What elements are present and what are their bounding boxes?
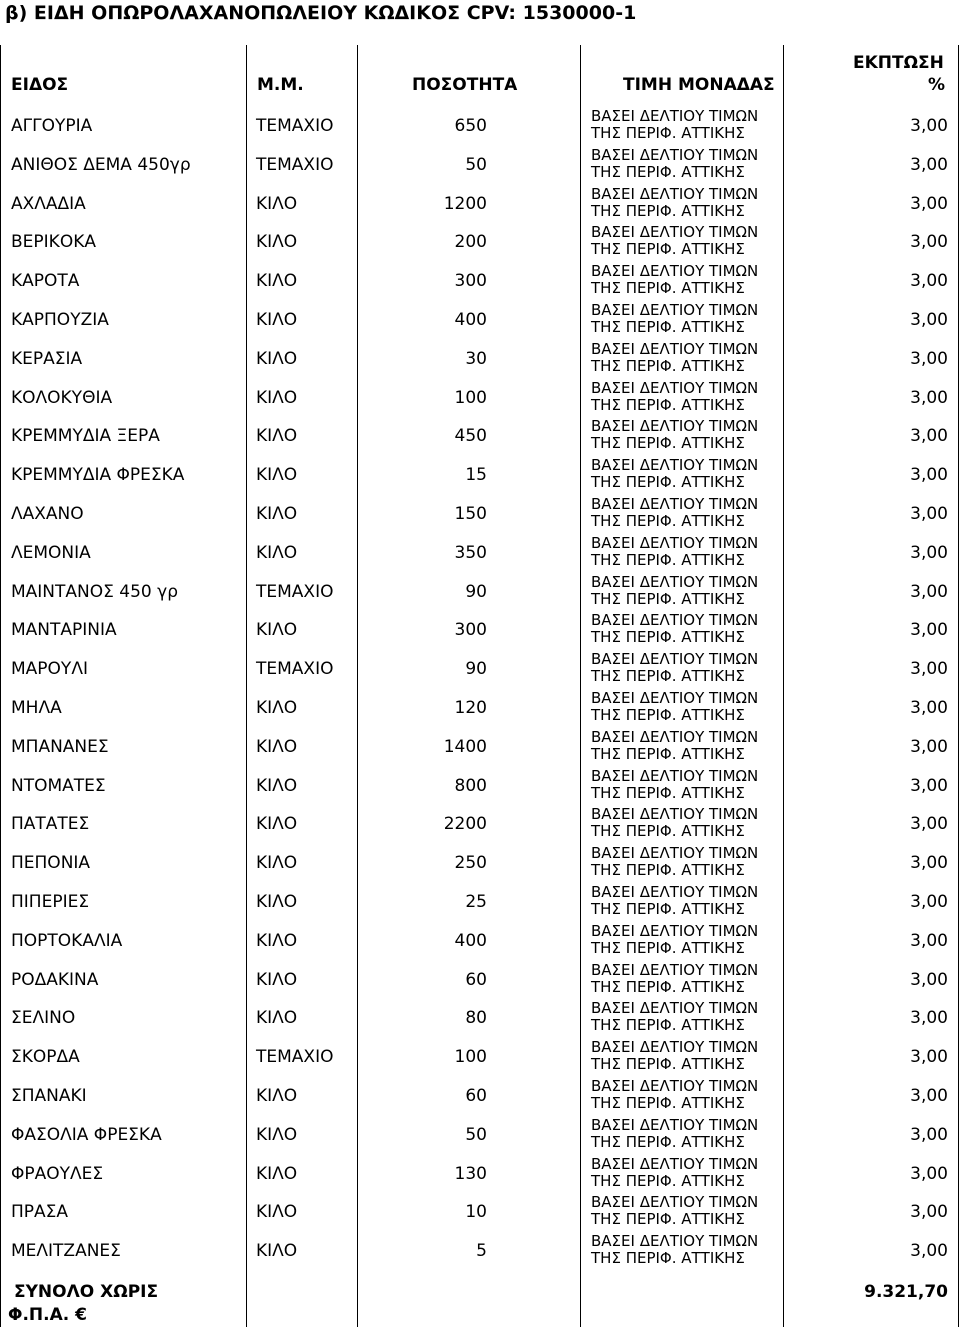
cell-quantity: 400 — [454, 930, 487, 951]
cell-price-line-1: ΒΑΣΕΙ ΔΕΛΤΙΟΥ ΤΙΜΩΝ — [591, 689, 759, 707]
cell-unit: ΚΙΛΟ — [256, 465, 298, 486]
cell-discount: 3,00 — [910, 310, 948, 330]
cell-quantity: 350 — [454, 542, 487, 563]
cell-unit: ΚΙΛΟ — [256, 1086, 298, 1106]
cell-price-line-1: ΒΑΣΕΙ ΔΕΛΤΙΟΥ ΤΙΜΩΝ — [591, 611, 759, 630]
cell-item: ΚΕΡΑΣΙΑ — [11, 348, 83, 369]
cell-price-line-1: ΒΑΣΕΙ ΔΕΛΤΙΟΥ ΤΙΜΩΝ — [591, 999, 759, 1018]
cell-quantity: 1400 — [443, 736, 487, 757]
cell-price-line-1: ΒΑΣΕΙ ΔΕΛΤΙΟΥ ΤΙΜΩΝ — [591, 107, 759, 125]
cell-quantity: 2200 — [443, 814, 487, 835]
grid-line — [357, 45, 358, 1327]
cell-price-line-1: ΒΑΣΕΙ ΔΕΛΤΙΟΥ ΤΙΜΩΝ — [591, 844, 759, 863]
cell-price-line-1: ΒΑΣΕΙ ΔΕΛΤΙΟΥ ΤΙΜΩΝ — [591, 145, 759, 164]
cell-price-line-1: ΒΑΣΕΙ ΔΕΛΤΙΟΥ ΤΙΜΩΝ — [591, 339, 759, 358]
cell-unit: ΚΙΛΟ — [256, 620, 298, 641]
cell-unit: ΚΙΛΟ — [256, 504, 298, 524]
cell-price-line-1: ΒΑΣΕΙ ΔΕΛΤΙΟΥ ΤΙΜΩΝ — [591, 1193, 759, 1212]
cell-discount: 3,00 — [910, 659, 948, 680]
cell-price-line-1: ΒΑΣΕΙ ΔΕΛΤΙΟΥ ΤΙΜΩΝ — [591, 766, 759, 785]
header-unit: Μ.Μ. — [257, 75, 304, 95]
cell-item: ΜΑΝΤΑΡΙΝΙΑ — [11, 620, 117, 641]
cell-price-line-2: ΤΗΣ ΠΕΡΙΦ. ΑΤΤΙΚΗΣ — [591, 1094, 745, 1112]
cell-price-line-1: ΒΑΣΕΙ ΔΕΛΤΙΟΥ ΤΙΜΩΝ — [591, 533, 759, 552]
cell-item: ΚΑΡΠΟΥΖΙΑ — [11, 310, 109, 330]
cell-discount: 3,00 — [910, 581, 948, 602]
cell-quantity: 90 — [465, 581, 487, 602]
cell-discount: 3,00 — [910, 1124, 948, 1145]
cell-unit: ΤΕΜΑΧΙΟ — [256, 1047, 334, 1068]
cell-unit: ΤΕΜΑΧΙΟ — [256, 659, 334, 680]
cell-discount: 3,00 — [910, 1163, 948, 1184]
cell-price-line-2: ΤΗΣ ΠΕΡΙΦ. ΑΤΤΙΚΗΣ — [591, 1132, 745, 1151]
cell-item: ΠΕΠΟΝΙΑ — [11, 853, 91, 874]
cell-item: ΜΑΡΟΥΛΙ — [11, 659, 88, 680]
cell-unit: ΚΙΛΟ — [256, 310, 298, 330]
cell-price-line-2: ΤΗΣ ΠΕΡΙΦ. ΑΤΤΙΚΗΣ — [591, 977, 745, 996]
cell-quantity: 800 — [454, 775, 487, 796]
cell-item: ΜΗΛΑ — [11, 698, 62, 718]
cell-discount: 3,00 — [910, 969, 948, 990]
cell-quantity: 130 — [454, 1163, 487, 1184]
cell-item: ΣΠΑΝΑΚΙ — [11, 1086, 87, 1106]
cell-unit: ΤΕΜΑΧΙΟ — [256, 116, 334, 136]
cell-unit: ΚΙΛΟ — [256, 1124, 298, 1145]
cell-quantity: 5 — [476, 1241, 487, 1262]
cell-discount: 3,00 — [910, 193, 948, 214]
cell-price-line-2: ΤΗΣ ΠΕΡΙΦ. ΑΤΤΙΚΗΣ — [591, 628, 745, 647]
grid-line — [580, 45, 581, 1327]
cell-quantity: 100 — [454, 1047, 487, 1068]
cell-price-line-1: ΒΑΣΕΙ ΔΕΛΤΙΟΥ ΤΙΜΩΝ — [591, 960, 759, 979]
cell-discount: 3,00 — [910, 814, 948, 835]
cell-price-line-1: ΒΑΣΕΙ ΔΕΛΤΙΟΥ ΤΙΜΩΝ — [591, 1232, 759, 1251]
cell-item: ΣΕΛΙΝΟ — [11, 1008, 76, 1029]
cell-unit: ΚΙΛΟ — [256, 814, 298, 835]
cell-discount: 3,00 — [910, 1047, 948, 1068]
cell-item: ΜΑΙΝΤΑΝΟΣ 450 γρ — [11, 581, 178, 602]
cell-price-line-1: ΒΑΣΕΙ ΔΕΛΤΙΟΥ ΤΙΜΩΝ — [591, 1077, 759, 1095]
cell-price-line-2: ΤΗΣ ΠΕΡΙΦ. ΑΤΤΙΚΗΣ — [591, 279, 745, 298]
cell-discount: 3,00 — [910, 232, 948, 253]
cell-discount: 3,00 — [910, 930, 948, 951]
cell-discount: 3,00 — [910, 348, 948, 369]
cell-quantity: 650 — [454, 116, 487, 136]
cell-quantity: 50 — [465, 154, 487, 175]
cell-item: ΚΟΛΟΚΥΘΙΑ — [11, 387, 113, 408]
cell-unit: ΚΙΛΟ — [256, 969, 298, 990]
cell-discount: 3,00 — [910, 775, 948, 796]
cell-quantity: 15 — [465, 465, 487, 486]
cell-item: ΠΟΡΤΟΚΑΛΙΑ — [11, 930, 123, 951]
cell-price-line-2: ΤΗΣ ΠΕΡΙΦ. ΑΤΤΙΚΗΣ — [591, 744, 745, 763]
cell-item: ΠΙΠΕΡΙΕΣ — [11, 892, 90, 912]
cell-quantity: 25 — [465, 892, 487, 912]
cell-price-line-2: ΤΗΣ ΠΕΡΙΦ. ΑΤΤΙΚΗΣ — [591, 395, 745, 414]
cell-price-line-1: ΒΑΣΕΙ ΔΕΛΤΙΟΥ ΤΙΜΩΝ — [591, 417, 759, 436]
cell-unit: ΚΙΛΟ — [256, 1202, 298, 1223]
cell-quantity: 150 — [454, 504, 487, 524]
cell-discount: 3,00 — [910, 853, 948, 874]
cell-quantity: 60 — [465, 1086, 487, 1106]
cell-price-line-2: ΤΗΣ ΠΕΡΙΦ. ΑΤΤΙΚΗΣ — [591, 240, 745, 259]
cell-price-line-1: ΒΑΣΕΙ ΔΕΛΤΙΟΥ ΤΙΜΩΝ — [591, 262, 759, 281]
cell-price-line-2: ΤΗΣ ΠΕΡΙΦ. ΑΤΤΙΚΗΣ — [591, 822, 745, 841]
cell-price-line-1: ΒΑΣΕΙ ΔΕΛΤΙΟΥ ΤΙΜΩΝ — [591, 650, 759, 669]
cell-discount: 3,00 — [910, 1202, 948, 1223]
cell-unit: ΚΙΛΟ — [256, 1241, 298, 1262]
cell-quantity: 100 — [454, 387, 487, 408]
cell-price-line-1: ΒΑΣΕΙ ΔΕΛΤΙΟΥ ΤΙΜΩΝ — [591, 1038, 759, 1057]
cell-quantity: 10 — [465, 1202, 487, 1223]
cell-item: ΝΤΟΜΑΤΕΣ — [11, 775, 106, 796]
cell-price-line-2: ΤΗΣ ΠΕΡΙΦ. ΑΤΤΙΚΗΣ — [591, 124, 745, 142]
cell-price-line-2: ΤΗΣ ΠΕΡΙΦ. ΑΤΤΙΚΗΣ — [591, 861, 745, 880]
cell-discount: 3,00 — [910, 736, 948, 757]
cell-item: ΛΕΜΟΝΙΑ — [11, 542, 91, 563]
header-price: ΤΙΜΗ ΜΟΝΑΔΑΣ — [623, 75, 775, 95]
cell-price-line-2: ΤΗΣ ΠΕΡΙΦ. ΑΤΤΙΚΗΣ — [591, 473, 745, 492]
cell-item: ΣΚΟΡΔΑ — [11, 1047, 80, 1068]
grid-line — [958, 45, 959, 1327]
total-label-vat: Φ.Π.Α. € — [8, 1305, 87, 1325]
header-quantity: ΠΟΣΟΤΗΤΑ — [412, 75, 518, 95]
cell-quantity: 200 — [454, 232, 487, 253]
cell-price-line-1: ΒΑΣΕΙ ΔΕΛΤΙΟΥ ΤΙΜΩΝ — [591, 1115, 759, 1134]
cell-price-line-2: ΤΗΣ ΠΕΡΙΦ. ΑΤΤΙΚΗΣ — [591, 550, 745, 569]
cell-price-line-2: ΤΗΣ ΠΕΡΙΦ. ΑΤΤΙΚΗΣ — [591, 318, 745, 336]
cell-price-line-2: ΤΗΣ ΠΕΡΙΦ. ΑΤΤΙΚΗΣ — [591, 201, 745, 220]
cell-price-line-1: ΒΑΣΕΙ ΔΕΛΤΙΟΥ ΤΙΜΩΝ — [591, 572, 759, 591]
cell-quantity: 80 — [465, 1008, 487, 1029]
cell-price-line-2: ΤΗΣ ΠΕΡΙΦ. ΑΤΤΙΚΗΣ — [591, 938, 745, 957]
cell-price-line-1: ΒΑΣΕΙ ΔΕΛΤΙΟΥ ΤΙΜΩΝ — [591, 495, 759, 513]
cell-price-line-2: ΤΗΣ ΠΕΡΙΦ. ΑΤΤΙΚΗΣ — [591, 1016, 745, 1035]
cell-item: ΦΡΑΟΥΛΕΣ — [11, 1163, 104, 1184]
cell-quantity: 90 — [465, 659, 487, 680]
cell-unit: ΚΙΛΟ — [256, 232, 298, 253]
cell-price-line-2: ΤΗΣ ΠΕΡΙΦ. ΑΤΤΙΚΗΣ — [591, 1171, 745, 1190]
cell-price-line-1: ΒΑΣΕΙ ΔΕΛΤΙΟΥ ΤΙΜΩΝ — [591, 883, 759, 901]
cell-unit: ΚΙΛΟ — [256, 1008, 298, 1029]
cell-price-line-2: ΤΗΣ ΠΕΡΙΦ. ΑΤΤΙΚΗΣ — [591, 512, 745, 530]
grid-line — [246, 45, 247, 1327]
cell-unit: ΚΙΛΟ — [256, 426, 298, 447]
cell-price-line-1: ΒΑΣΕΙ ΔΕΛΤΙΟΥ ΤΙΜΩΝ — [591, 184, 759, 203]
cell-discount: 3,00 — [910, 620, 948, 641]
total-value: 9.321,70 — [864, 1282, 948, 1302]
cell-quantity: 60 — [465, 969, 487, 990]
cell-unit: ΚΙΛΟ — [256, 1163, 298, 1184]
document-title: β) ΕΙΔΗ ΟΠΩΡΟΛΑΧΑΝΟΠΩΛΕΙΟΥ ΚΩΔΙΚΟΣ CPV: 1530000-1 — [5, 2, 637, 24]
cell-unit: ΚΙΛΟ — [256, 698, 298, 718]
total-label: ΣΥΝΟΛΟ ΧΩΡΙΣ — [14, 1282, 159, 1302]
cell-discount: 3,00 — [910, 698, 948, 718]
cell-item: ΚΑΡΟΤΑ — [11, 271, 80, 292]
cell-quantity: 120 — [454, 698, 487, 718]
cell-item: ΠΑΤΑΤΕΣ — [11, 814, 90, 835]
cell-price-line-2: ΤΗΣ ΠΕΡΙΦ. ΑΤΤΙΚΗΣ — [591, 356, 745, 375]
cell-discount: 3,00 — [910, 154, 948, 175]
cell-price-line-2: ΤΗΣ ΠΕΡΙΦ. ΑΤΤΙΚΗΣ — [591, 667, 745, 686]
cell-item: ΑΝΙΘΟΣ ΔΕΜΑ 450γρ — [11, 154, 191, 175]
grid-line — [783, 45, 784, 1327]
cell-quantity: 50 — [465, 1124, 487, 1145]
cell-price-line-1: ΒΑΣΕΙ ΔΕΛΤΙΟΥ ΤΙΜΩΝ — [591, 1154, 759, 1173]
cell-price-line-1: ΒΑΣΕΙ ΔΕΛΤΙΟΥ ΤΙΜΩΝ — [591, 727, 759, 746]
cell-unit: ΚΙΛΟ — [256, 271, 298, 292]
cell-item: ΑΓΓΟΥΡΙΑ — [11, 116, 93, 136]
cell-discount: 3,00 — [910, 1086, 948, 1106]
cell-price-line-2: ΤΗΣ ΠΕΡΙΦ. ΑΤΤΙΚΗΣ — [591, 434, 745, 453]
cell-unit: ΚΙΛΟ — [256, 193, 298, 214]
cell-discount: 3,00 — [910, 271, 948, 292]
cell-unit: ΚΙΛΟ — [256, 542, 298, 563]
cell-price-line-1: ΒΑΣΕΙ ΔΕΛΤΙΟΥ ΤΙΜΩΝ — [591, 301, 759, 319]
cell-price-line-2: ΤΗΣ ΠΕΡΙΦ. ΑΤΤΙΚΗΣ — [591, 589, 745, 608]
cell-price-line-2: ΤΗΣ ΠΕΡΙΦ. ΑΤΤΙΚΗΣ — [591, 783, 745, 802]
cell-discount: 3,00 — [910, 504, 948, 524]
cell-quantity: 30 — [465, 348, 487, 369]
grid-line — [0, 45, 1, 1327]
header-discount-percent: % — [928, 75, 946, 95]
cell-quantity: 300 — [454, 271, 487, 292]
cell-price-line-2: ΤΗΣ ΠΕΡΙΦ. ΑΤΤΙΚΗΣ — [591, 162, 745, 181]
cell-item: ΡΟΔΑΚΙΝΑ — [11, 969, 99, 990]
cell-item: ΠΡΑΣΑ — [11, 1202, 69, 1223]
cell-price-line-1: ΒΑΣΕΙ ΔΕΛΤΙΟΥ ΤΙΜΩΝ — [591, 921, 759, 940]
cell-unit: ΚΙΛΟ — [256, 775, 298, 796]
cell-unit: ΚΙΛΟ — [256, 853, 298, 874]
cell-quantity: 300 — [454, 620, 487, 641]
cell-unit: ΚΙΛΟ — [256, 892, 298, 912]
cell-discount: 3,00 — [910, 1008, 948, 1029]
cell-quantity: 1200 — [443, 193, 487, 214]
cell-discount: 3,00 — [910, 426, 948, 447]
cell-item: ΜΠΑΝΑΝΕΣ — [11, 736, 109, 757]
cell-unit: ΤΕΜΑΧΙΟ — [256, 581, 334, 602]
cell-item: ΚΡΕΜΜΥΔΙΑ ΞΕΡΑ — [11, 426, 160, 447]
cell-item: ΒΕΡΙΚΟΚΑ — [11, 232, 96, 253]
cell-discount: 3,00 — [910, 892, 948, 912]
cell-price-line-1: ΒΑΣΕΙ ΔΕΛΤΙΟΥ ΤΙΜΩΝ — [591, 456, 759, 475]
cell-quantity: 400 — [454, 310, 487, 330]
cell-unit: ΚΙΛΟ — [256, 930, 298, 951]
cell-item: ΦΑΣΟΛΙΑ ΦΡΕΣΚΑ — [11, 1124, 162, 1145]
cell-price-line-2: ΤΗΣ ΠΕΡΙΦ. ΑΤΤΙΚΗΣ — [591, 706, 745, 724]
cell-discount: 3,00 — [910, 542, 948, 563]
cell-price-line-2: ΤΗΣ ΠΕΡΙΦ. ΑΤΤΙΚΗΣ — [591, 900, 745, 918]
cell-price-line-2: ΤΗΣ ΠΕΡΙΦ. ΑΤΤΙΚΗΣ — [591, 1210, 745, 1229]
cell-discount: 3,00 — [910, 465, 948, 486]
header-item: ΕΙΔΟΣ — [11, 75, 69, 95]
cell-unit: ΤΕΜΑΧΙΟ — [256, 154, 334, 175]
cell-price-line-1: ΒΑΣΕΙ ΔΕΛΤΙΟΥ ΤΙΜΩΝ — [591, 805, 759, 824]
cell-unit: ΚΙΛΟ — [256, 736, 298, 757]
cell-discount: 3,00 — [910, 387, 948, 408]
header-discount: ΕΚΠΤΩΣΗ — [853, 53, 944, 73]
cell-item: ΛΑΧΑΝΟ — [11, 504, 84, 524]
cell-price-line-1: ΒΑΣΕΙ ΔΕΛΤΙΟΥ ΤΙΜΩΝ — [591, 378, 759, 397]
cell-unit: ΚΙΛΟ — [256, 387, 298, 408]
cell-item: ΜΕΛΙΤΖΑΝΕΣ — [11, 1241, 121, 1262]
cell-item: ΑΧΛΑΔΙΑ — [11, 193, 86, 214]
cell-quantity: 450 — [454, 426, 487, 447]
cell-unit: ΚΙΛΟ — [256, 348, 298, 369]
cell-price-line-2: ΤΗΣ ΠΕΡΙΦ. ΑΤΤΙΚΗΣ — [591, 1055, 745, 1074]
cell-price-line-1: ΒΑΣΕΙ ΔΕΛΤΙΟΥ ΤΙΜΩΝ — [591, 223, 759, 242]
cell-price-line-2: ΤΗΣ ΠΕΡΙΦ. ΑΤΤΙΚΗΣ — [591, 1249, 745, 1268]
cell-quantity: 250 — [454, 853, 487, 874]
cell-discount: 3,00 — [910, 116, 948, 136]
cell-discount: 3,00 — [910, 1241, 948, 1262]
cell-item: ΚΡΕΜΜΥΔΙΑ ΦΡΕΣΚΑ — [11, 465, 185, 486]
